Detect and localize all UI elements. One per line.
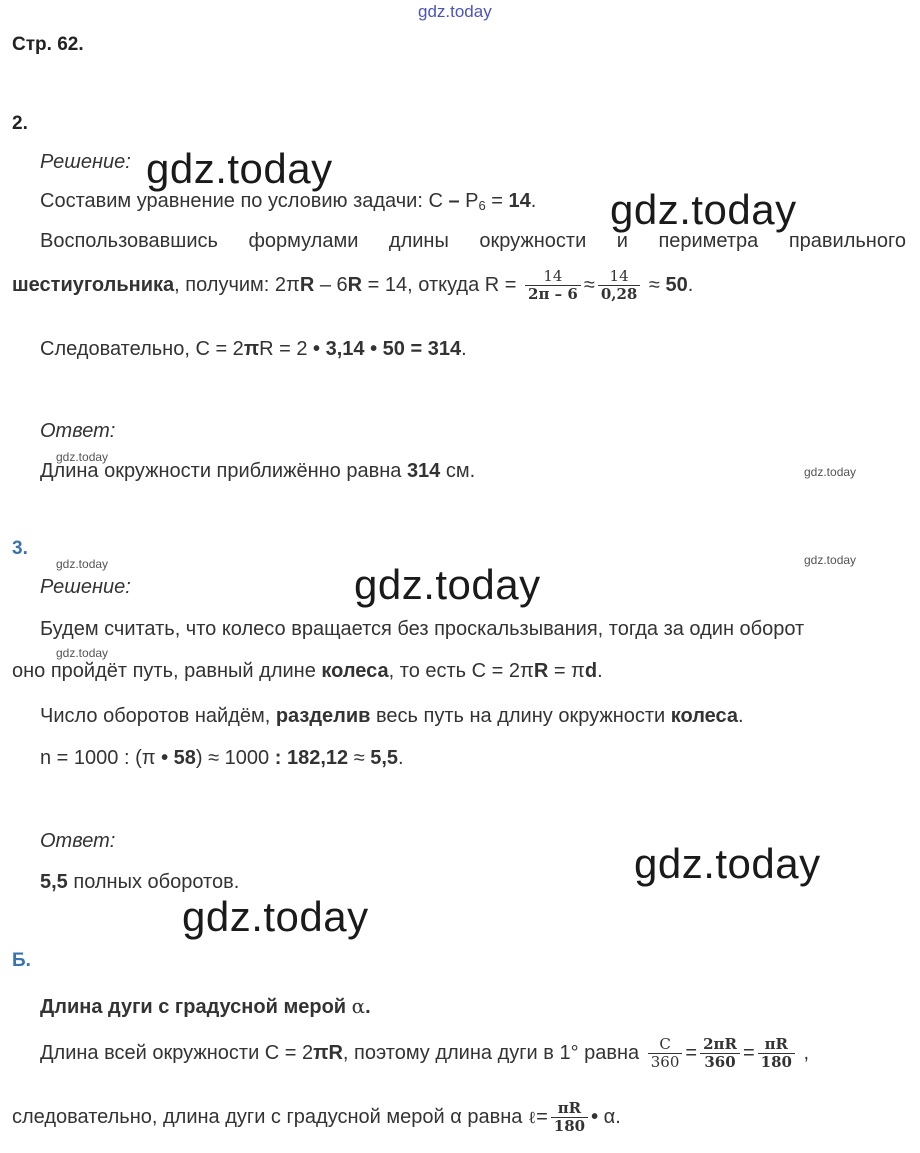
watermark: gdz.today xyxy=(56,450,109,464)
task-3-line-2: оно пройдёт путь, равный длине колеса, то есть C = 2πR = πd. xyxy=(12,660,603,682)
fraction-pir-over-180: $\frac{\pi R}{180}$ xyxy=(551,1100,588,1136)
fraction-c-over-360: $\frac{C}{360}$ xyxy=(648,1036,683,1072)
watermark: gdz.today xyxy=(354,561,541,608)
task-2-line-1: Составим уравнение по условию задачи: $C - P_6 = 14$. xyxy=(40,190,537,213)
section-b-line-1: Длина всей окружности C = 2πR, поэтому длина дуги в 1° равна $\frac{C}{360}$ = $\frac{2\pi R}{360}$ = $\frac{\pi R}{180}$ , xyxy=(40,1035,810,1072)
task-3-answer-label: Ответ: xyxy=(40,830,116,852)
task-3-solution-label: Решение: xyxy=(40,576,131,598)
watermark-top: gdz.today xyxy=(418,2,492,21)
task-2-number: 2. xyxy=(12,113,28,134)
task-2-line-2: Воспользовавшись формулами длины окружности и периметра правильного xyxy=(40,230,906,252)
watermark: gdz.today xyxy=(56,646,109,660)
task-3-answer: 5,5 полных оборотов. xyxy=(40,871,240,893)
fraction-14-over-0-28: $\frac{14}{0,28}$ xyxy=(598,268,641,304)
task-2-answer-label: Ответ: xyxy=(40,420,116,442)
fraction-pir-over-180: $\frac{\pi R}{180}$ xyxy=(758,1036,795,1072)
watermark: gdz.today xyxy=(610,186,797,233)
task-3-line-4: n = 1000 : (π • 58) ≈ 1000 : 182,12 ≈ 5,5. xyxy=(40,747,404,769)
section-b-heading: Длина дуги с градусной мерой α. xyxy=(40,994,371,1018)
fraction-2pir-over-360: $\frac{2\pi R}{360}$ xyxy=(700,1036,740,1072)
task-2-solution-label: Решение: xyxy=(40,151,131,173)
watermark: gdz.today xyxy=(146,145,333,192)
task-3-number: 3. xyxy=(12,538,28,559)
watermark: gdz.today xyxy=(634,840,821,887)
watermark: gdz.today xyxy=(56,557,109,571)
watermark: gdz.today xyxy=(182,893,369,940)
task-2-answer: Длина окружности приближённо равна 314 см. xyxy=(40,460,476,482)
task-3-line-3: Число оборотов найдём, разделив весь путь на длину окружности колеса. xyxy=(40,705,744,727)
fraction-14-over-2pi-minus-6: $\frac{14}{2\pi - 6}$ xyxy=(525,268,581,304)
task-3-line-1: Будем считать, что колесо вращается без проскальзывания, тогда за один оборот xyxy=(40,618,805,640)
watermark: gdz.today xyxy=(804,465,857,479)
section-b-line-2: следовательно, длина дуги с градусной мерой α равна ℓ= $\frac{\pi R}{180}$ • α. xyxy=(12,1099,621,1136)
page-title: Стр. 62. xyxy=(12,34,84,55)
task-2-line-4: Следовательно, C = 2πR = 2 • 3,14 • 50 = 314. xyxy=(40,338,467,360)
watermark: gdz.today xyxy=(804,553,857,567)
task-2-line-3: шестиугольника, получим: 2πR – 6R = 14, откуда R = $\frac{14}{2\pi - 6}$ ≈ $\frac{14}{0,28}$ ≈ 50. xyxy=(12,267,694,304)
section-b-letter: Б. xyxy=(12,950,31,971)
